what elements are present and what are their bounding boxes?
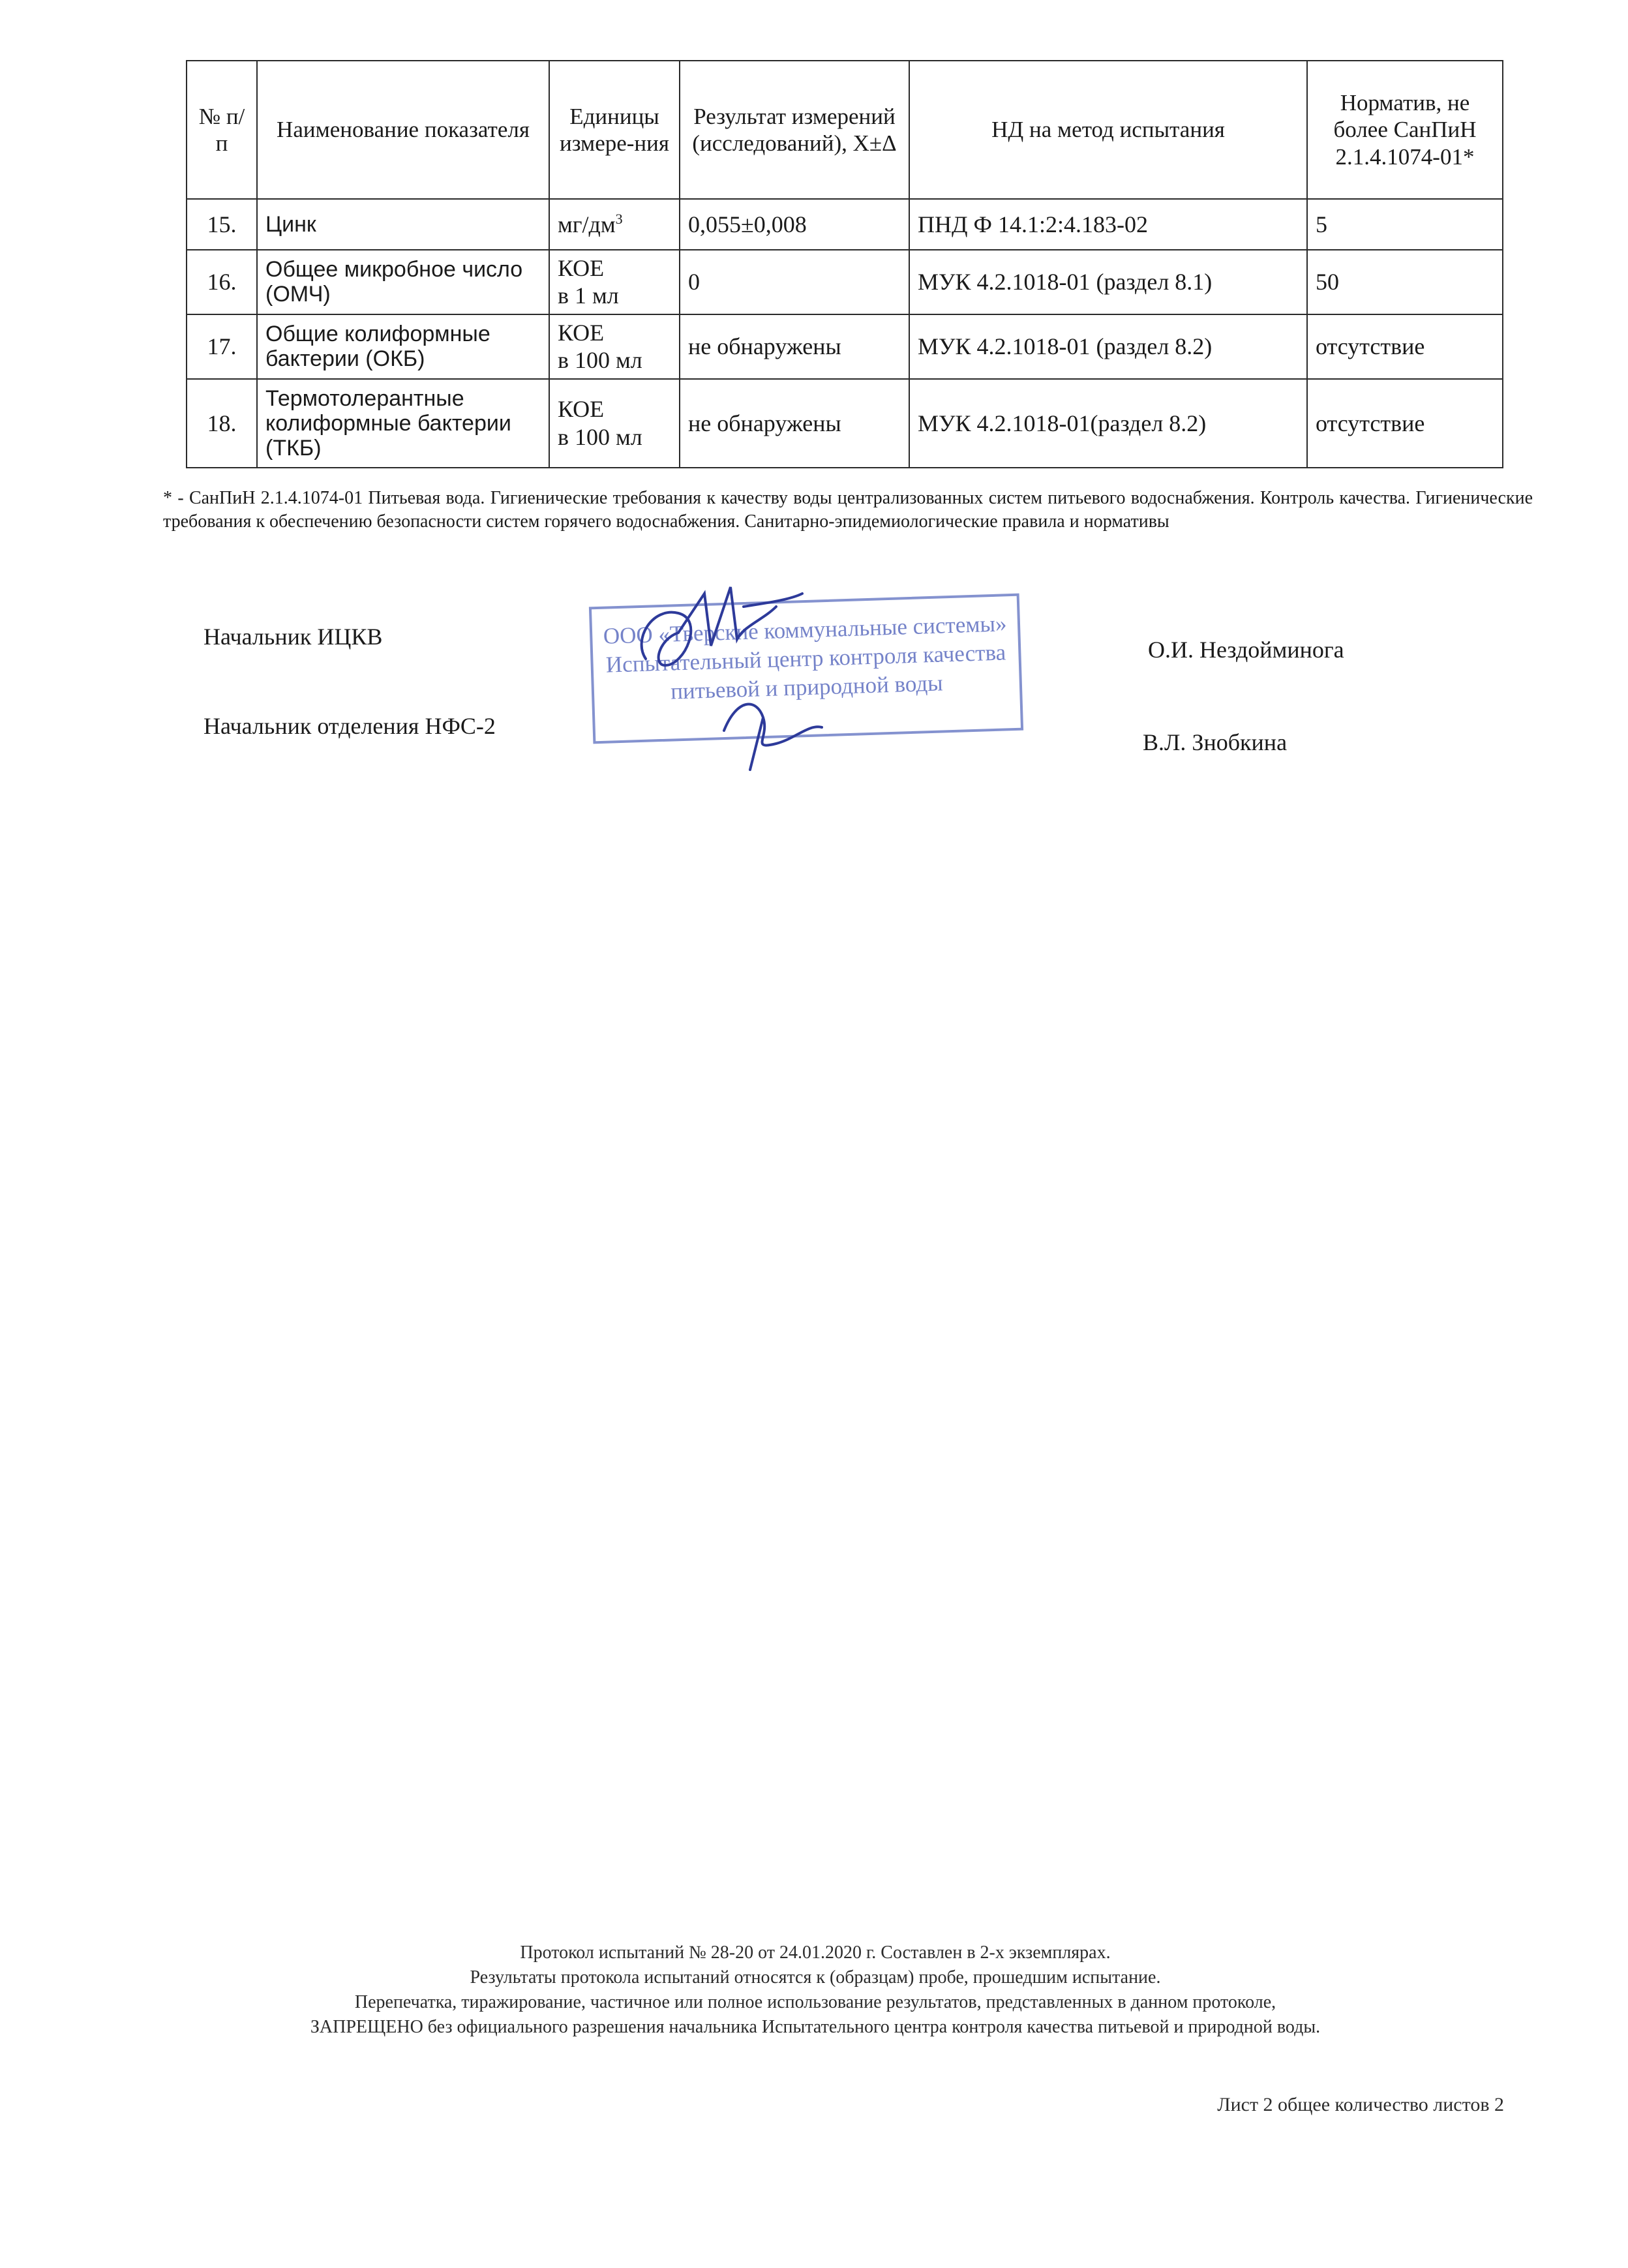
row-result: не обнаружены [680, 314, 909, 379]
signature-name-head: О.И. Нездойминога [1148, 637, 1344, 663]
row-norm: отсутствие [1307, 379, 1503, 468]
protocol-note-line-2: Результаты протокола испытаний относятся к (образцам) пробе, прошедшим испытание. [470, 1967, 1161, 1988]
table-row [187, 379, 1503, 468]
protocol-note-line-3: Перепечатка, тиражирование, частичное или полное использование результатов, представленных в данном протоколе, [354, 1992, 1276, 2012]
unit-text: КОЕ [558, 319, 605, 346]
sheet-counter: Лист 2 общее количество листов 2 [1217, 2094, 1504, 2115]
row-num: 15. [187, 199, 257, 250]
header-units: Единицы измере-ния [549, 61, 680, 199]
header-num: № п/п [187, 61, 257, 199]
unit-text: КОЕ [558, 396, 605, 423]
row-result: 0 [680, 250, 909, 314]
table-header-row [187, 61, 1503, 199]
row-unit [549, 199, 680, 250]
protocol-note-line-1: Протокол испытаний № 28-20 от 24.01.2020 г. Составлен в 2-х экземплярах. [520, 1943, 1111, 1963]
row-name: Термотолерантные колиформные бактерии (ТКБ) [257, 379, 549, 468]
unit-text: КОЕ [558, 255, 605, 281]
signature-role-head: Начальник ИЦКВ [204, 624, 383, 650]
stamp-line-3: питьевой и природной воды [670, 670, 944, 704]
row-method: МУК 4.2.1018-01(раздел 8.2) [909, 379, 1307, 468]
header-method: НД на метод испытания [909, 61, 1307, 199]
row-unit [549, 314, 680, 379]
row-num: 16. [187, 250, 257, 314]
row-num: 18. [187, 379, 257, 468]
row-num: 17. [187, 314, 257, 379]
row-unit [549, 250, 680, 314]
signature-name-dept: В.Л. Знобкина [1143, 729, 1288, 755]
header-name: Наименование показателя [257, 61, 549, 199]
header-norm: Норматив, не более СанПиН 2.1.4.1074-01* [1307, 61, 1503, 199]
table-row [187, 250, 1503, 314]
unit-superscript: 3 [615, 210, 623, 227]
results-table [186, 60, 1503, 468]
stamp-line-1: ООО «Тверские коммунальные системы» [603, 611, 1007, 649]
table-row [187, 314, 1503, 379]
protocol-note-line-4: ЗАПРЕЩЕНО без официального разрешения начальника Испытательного центра контроля качества питьевой и природной воды. [310, 2017, 1321, 2037]
unit-text-2: в 100 мл [558, 423, 642, 450]
unit-text: мг/дм [558, 211, 616, 237]
row-name: Общие колиформные бактерии (ОКБ) [257, 314, 549, 379]
row-result: 0,055±0,008 [680, 199, 909, 250]
row-result: не обнаружены [680, 379, 909, 468]
stamp-line-2: Испытательный центр контроля качества [605, 639, 1006, 678]
row-name: Цинк [257, 199, 549, 250]
row-method: ПНД Ф 14.1:2:4.183-02 [909, 199, 1307, 250]
protocol-note [130, 1941, 1500, 2040]
row-name: Общее микробное число (ОМЧ) [257, 250, 549, 314]
row-norm: отсутствие [1307, 314, 1503, 379]
unit-text-2: в 100 мл [558, 347, 642, 374]
row-method: МУК 4.2.1018-01 (раздел 8.2) [909, 314, 1307, 379]
header-result: Результат измерений (исследований), X±Δ [680, 61, 909, 199]
row-norm: 5 [1307, 199, 1503, 250]
row-norm: 50 [1307, 250, 1503, 314]
row-unit [549, 379, 680, 468]
unit-text-2: в 1 мл [558, 282, 619, 309]
signature-role-dept: Начальник отделения НФС-2 [204, 713, 496, 739]
footnote: * - СанПиН 2.1.4.1074-01 Питьевая вода. Гигиенические требования к качеству воды централизованных систем питьевого водоснабжения. Контроль качества. Гигиенические требования к обеспечению безопасности систем горячего водоснабжения. Санитарно-эпидемиологические правила и нормативы [163, 488, 1533, 532]
handwritten-signature [607, 567, 881, 776]
table-row [187, 199, 1503, 250]
row-method: МУК 4.2.1018-01 (раздел 8.1) [909, 250, 1307, 314]
